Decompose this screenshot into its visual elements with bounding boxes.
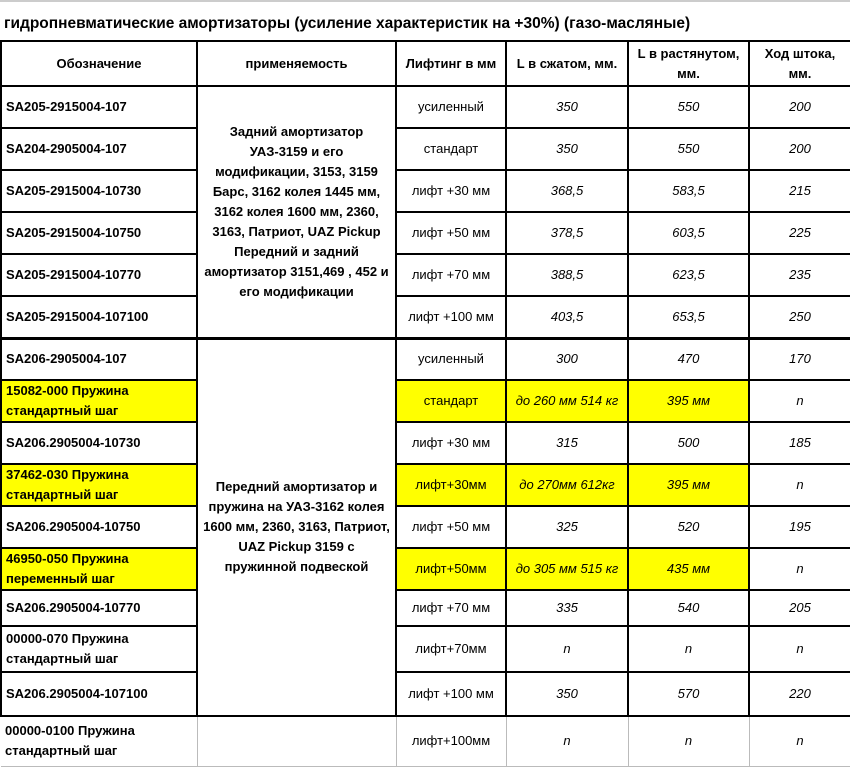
extended-length: 583,5	[628, 170, 749, 212]
compressed-length: 350	[506, 86, 628, 128]
lift: лифт +100 мм	[396, 672, 506, 716]
stroke: 235	[749, 254, 850, 296]
table-row	[1, 380, 850, 422]
lift: стандарт	[396, 128, 506, 170]
part-code: 15082-000 Пружина стандартный шаг	[1, 380, 197, 422]
extended-length: 550	[628, 86, 749, 128]
lift: лифт +30 мм	[396, 422, 506, 464]
compressed-length: 325	[506, 506, 628, 548]
table-row	[1, 296, 850, 338]
stroke: n	[749, 380, 850, 422]
compressed-length: 368,5	[506, 170, 628, 212]
extended-length: 500	[628, 422, 749, 464]
lift: лифт +100 мм	[396, 296, 506, 338]
table-row	[1, 422, 850, 464]
extended-length: 550	[628, 128, 749, 170]
stroke: 225	[749, 212, 850, 254]
table-row	[1, 626, 850, 672]
table-row	[1, 716, 850, 766]
stroke: 195	[749, 506, 850, 548]
compressed-length: 388,5	[506, 254, 628, 296]
extended-length: n	[628, 716, 749, 766]
table-row	[1, 338, 850, 380]
compressed-length: до 270мм 612кг	[506, 464, 628, 506]
extended-length: 395 мм	[628, 380, 749, 422]
table-row	[1, 170, 850, 212]
applicability: Передний амортизатор и пружина на УАЗ-3162 колея 1600 мм, 2360, 3163, Патриот, UAZ Pickup 3159 с пружинной подвеской	[197, 338, 396, 716]
lift: усиленный	[396, 338, 506, 380]
compressed-length: 403,5	[506, 296, 628, 338]
part-code: SA206-2905004-107	[1, 338, 197, 380]
extended-length: 520	[628, 506, 749, 548]
extended-length: 540	[628, 590, 749, 626]
stroke: n	[749, 464, 850, 506]
part-code: 00000-0100 Пружина стандартный шаг	[1, 716, 197, 766]
compressed-length: n	[506, 716, 628, 766]
header-extended: L в растянутом, мм.	[628, 41, 749, 86]
stroke: 215	[749, 170, 850, 212]
stroke: 200	[749, 86, 850, 128]
lift: лифт +50 мм	[396, 212, 506, 254]
lift: лифт +70 мм	[396, 254, 506, 296]
compressed-length: 315	[506, 422, 628, 464]
lift: лифт+70мм	[396, 626, 506, 672]
stroke: n	[749, 626, 850, 672]
extended-length: 603,5	[628, 212, 749, 254]
part-code: SA205-2915004-10770	[1, 254, 197, 296]
part-code: 46950-050 Пружина переменный шаг	[1, 548, 197, 590]
lift: лифт +70 мм	[396, 590, 506, 626]
extended-length: 395 мм	[628, 464, 749, 506]
table-row	[1, 86, 850, 128]
part-code: SA205-2915004-10730	[1, 170, 197, 212]
compressed-length: 378,5	[506, 212, 628, 254]
part-code: 00000-070 Пружина стандартный шаг	[1, 626, 197, 672]
lift: лифт+100мм	[396, 716, 506, 766]
stroke: n	[749, 716, 850, 766]
applicability-empty	[197, 716, 396, 766]
table-row	[1, 128, 850, 170]
lift: усиленный	[396, 86, 506, 128]
extended-length: 570	[628, 672, 749, 716]
compressed-length: до 260 мм 514 кг	[506, 380, 628, 422]
table-row	[1, 212, 850, 254]
compressed-length: 300	[506, 338, 628, 380]
table-row	[1, 590, 850, 626]
stroke: 205	[749, 590, 850, 626]
table-row	[1, 548, 850, 590]
lift: лифт+30мм	[396, 464, 506, 506]
lift: лифт +50 мм	[396, 506, 506, 548]
stroke: 185	[749, 422, 850, 464]
compressed-length: 350	[506, 128, 628, 170]
header-row	[1, 41, 850, 86]
table-row	[1, 672, 850, 716]
stroke: 250	[749, 296, 850, 338]
lift: лифт+50мм	[396, 548, 506, 590]
stroke: 220	[749, 672, 850, 716]
stroke: n	[749, 548, 850, 590]
stroke: 170	[749, 338, 850, 380]
table-row	[1, 506, 850, 548]
header-code: Обозначение	[1, 41, 197, 86]
header-compressed: L в сжатом, мм.	[506, 41, 628, 86]
compressed-length: 335	[506, 590, 628, 626]
extended-length: 653,5	[628, 296, 749, 338]
part-code: SA205-2915004-107100	[1, 296, 197, 338]
header-applicability: применяемость	[197, 41, 396, 86]
applicability: Задний амортизатор УАЗ-3159 и его модификации, 3153, 3159 Барс, 3162 колея 1445 мм, 3162 колея 1600 мм, 2360, 3163, Патриот, UAZ Pickup Передний и задний амортизатор 3151,469 , 452 и его модификации	[197, 86, 396, 338]
part-code: SA204-2905004-107	[1, 128, 197, 170]
part-code: SA205-2915004-107	[1, 86, 197, 128]
extended-length: 470	[628, 338, 749, 380]
lift: лифт +30 мм	[396, 170, 506, 212]
part-code: SA206.2905004-107100	[1, 672, 197, 716]
part-code: SA205-2915004-10750	[1, 212, 197, 254]
extended-length: 435 мм	[628, 548, 749, 590]
part-code: SA206.2905004-10750	[1, 506, 197, 548]
extended-length: n	[628, 626, 749, 672]
table-row	[1, 254, 850, 296]
table-row	[1, 464, 850, 506]
stroke: 200	[749, 128, 850, 170]
extended-length: 623,5	[628, 254, 749, 296]
lift: стандарт	[396, 380, 506, 422]
header-stroke: Ход штока, мм.	[749, 41, 850, 86]
compressed-length: 350	[506, 672, 628, 716]
sheet-title: гидропневматические амортизаторы (усиление характеристик на +30%) (газо-масляные)	[0, 0, 850, 40]
compressed-length: n	[506, 626, 628, 672]
compressed-length: до 305 мм 515 кг	[506, 548, 628, 590]
part-code: 37462-030 Пружина стандартный шаг	[1, 464, 197, 506]
shock-absorber-table	[0, 40, 850, 767]
part-code: SA206.2905004-10770	[1, 590, 197, 626]
header-lift: Лифтинг в мм	[396, 41, 506, 86]
part-code: SA206.2905004-10730	[1, 422, 197, 464]
